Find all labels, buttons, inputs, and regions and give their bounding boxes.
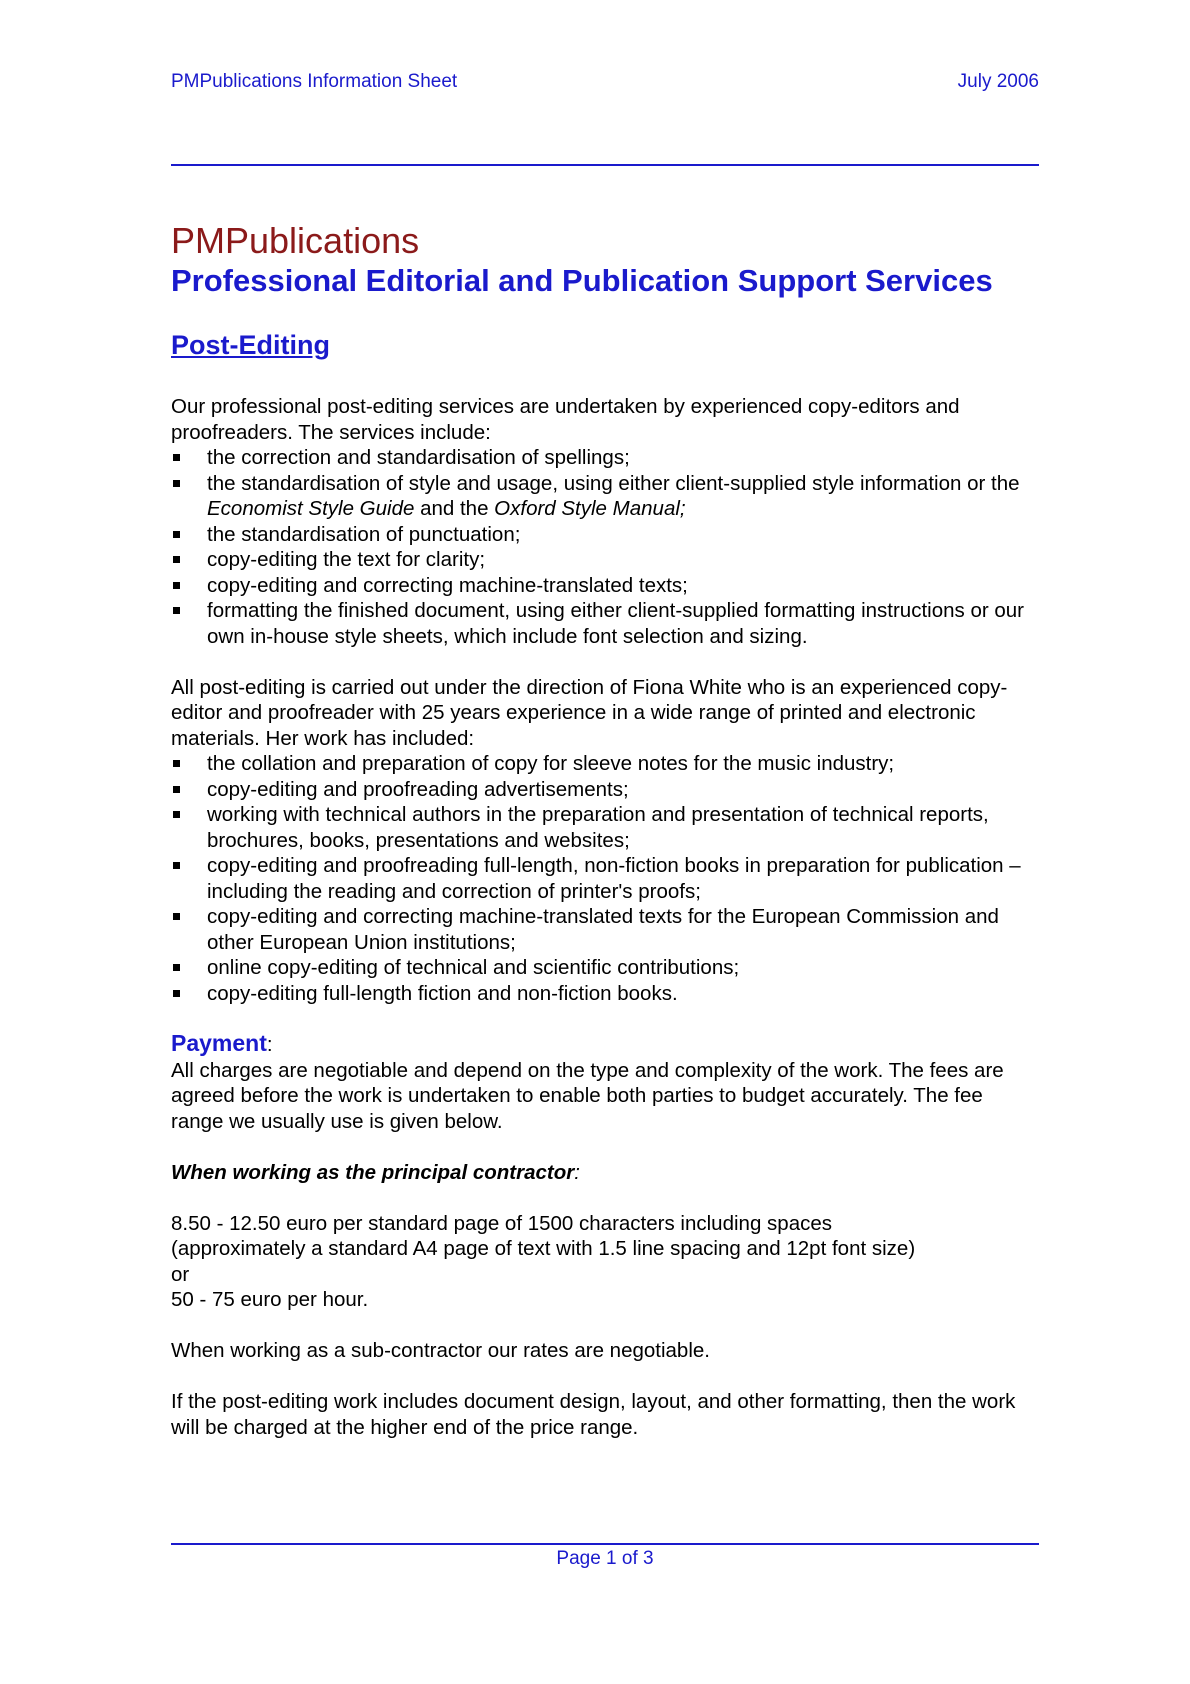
contractor-heading: When working as the principal contractor: [171, 1160, 575, 1184]
bullet-icon: [173, 607, 180, 614]
list-item-text: and the: [414, 497, 495, 520]
bullet-icon: [173, 786, 180, 793]
rate-line-page: 8.50 - 12.50 euro per standard page of 1500 characters including spaces: [171, 1211, 832, 1235]
main-content: [171, 220, 1039, 1440]
bullet-icon: [173, 760, 180, 767]
list-item: [171, 981, 1039, 1007]
list-item: [171, 547, 1039, 573]
section-heading-post-editing: Post-Editing: [171, 330, 330, 360]
list-item: [171, 573, 1039, 599]
list-item-text: the correction and standardisation of spellings;: [207, 446, 630, 469]
bullet-icon: [173, 964, 180, 971]
list-item: [171, 777, 1039, 803]
subcontractor-paragraph: When working as a sub-contractor our rates are negotiable.: [171, 1339, 710, 1362]
list-item-title-oxford: Oxford Style Manual;: [494, 497, 686, 520]
list-item-text: copy-editing and correcting machine-translated texts for the European Commission and other European Union institutions;: [207, 905, 999, 954]
bullet-icon: [173, 811, 180, 818]
contractor-heading-colon: :: [574, 1160, 580, 1184]
bullet-icon: [173, 582, 180, 589]
list-item-text: the standardisation of punctuation;: [207, 522, 521, 546]
list-item-text: the collation and preparation of copy for sleeve notes for the music industry;: [207, 752, 895, 775]
header-rule: [171, 164, 1039, 166]
list-item-text: formatting the finished document, using either client-supplied formatting instructions or our own in-house style sheets, which include font selection and sizing.: [207, 599, 1025, 648]
header-date: July 2006: [957, 71, 1039, 92]
list-item-text: online copy-editing of technical and scientific contributions;: [207, 956, 740, 979]
rate-line-note: (approximately a standard A4 page of text with 1.5 line spacing and 12pt font size): [171, 1237, 916, 1260]
list-item: [171, 471, 1039, 522]
design-note-paragraph: If the post-editing work includes document design, layout, and other formatting, then the work will be charged at the higher end of the price range.: [171, 1390, 1016, 1439]
bullet-icon: [173, 531, 180, 538]
list-item-text: the standardisation of style and usage, using either client-supplied style information or the: [207, 471, 1020, 495]
list-item: [171, 853, 1039, 904]
list-item: [171, 955, 1039, 981]
payment-heading-colon: :: [266, 1033, 273, 1056]
list-item-text: copy-editing full-length fiction and non-fiction books.: [207, 981, 678, 1005]
list-item-text: copy-editing and proofreading advertisements;: [207, 777, 629, 801]
list-item: [171, 802, 1039, 853]
bullet-icon: [173, 990, 180, 997]
running-header: [171, 70, 1039, 94]
list-item: [171, 522, 1039, 548]
list-item-text: copy-editing and proofreading full-length, non-fiction books in preparation for publication – including the reading and correction of printer's proofs;: [207, 854, 1021, 903]
contractor-heading-line: [171, 1160, 1039, 1186]
payment-paragraph: All charges are negotiable and depend on the type and complexity of the work. The fees are agreed before the work is undertaken to enable both parties to budget accurately. The fee range we usually use is given below.: [171, 1058, 1004, 1133]
bullet-icon: [173, 913, 180, 920]
rate-or: or: [171, 1262, 190, 1286]
director-paragraph: All post-editing is carried out under the direction of Fiona White who is an experienced copy-editor and proofreader with 25 years experience in a wide range of printed and electronic materials. Her work has included:: [171, 675, 1008, 750]
bullet-icon: [173, 862, 180, 869]
services-list: [171, 445, 1039, 649]
list-item: [171, 751, 1039, 777]
list-item: [171, 904, 1039, 955]
page-number: Page 1 of 3: [556, 1548, 654, 1569]
list-item-title-economist: Economist Style Guide: [207, 497, 415, 520]
document-page: [171, 0, 1039, 1684]
list-item: [171, 445, 1039, 471]
rate-line-hour: 50 - 75 euro per hour.: [171, 1288, 369, 1311]
list-item-text: copy-editing and correcting machine-translated texts;: [207, 573, 688, 597]
brand-title: PMPublications: [171, 220, 420, 261]
list-item: [171, 598, 1039, 649]
page-subtitle: Professional Editorial and Publication Support Services: [171, 263, 993, 298]
payment-heading-line: [171, 1031, 1039, 1058]
footer-rule: [171, 1543, 1039, 1545]
bullet-icon: [173, 480, 180, 487]
list-item-text: copy-editing the text for clarity;: [207, 548, 486, 571]
bullet-icon: [173, 454, 180, 461]
work-list: [171, 751, 1039, 1006]
payment-heading: Payment: [171, 1030, 267, 1056]
intro-paragraph: Our professional post-editing services are undertaken by experienced copy-editors and proofreaders. The services include:: [171, 395, 960, 444]
list-item-text: working with technical authors in the preparation and presentation of technical reports, brochures, books, presentations and websites;: [207, 803, 989, 852]
bullet-icon: [173, 556, 180, 563]
header-title: PMPublications Information Sheet: [171, 71, 458, 92]
